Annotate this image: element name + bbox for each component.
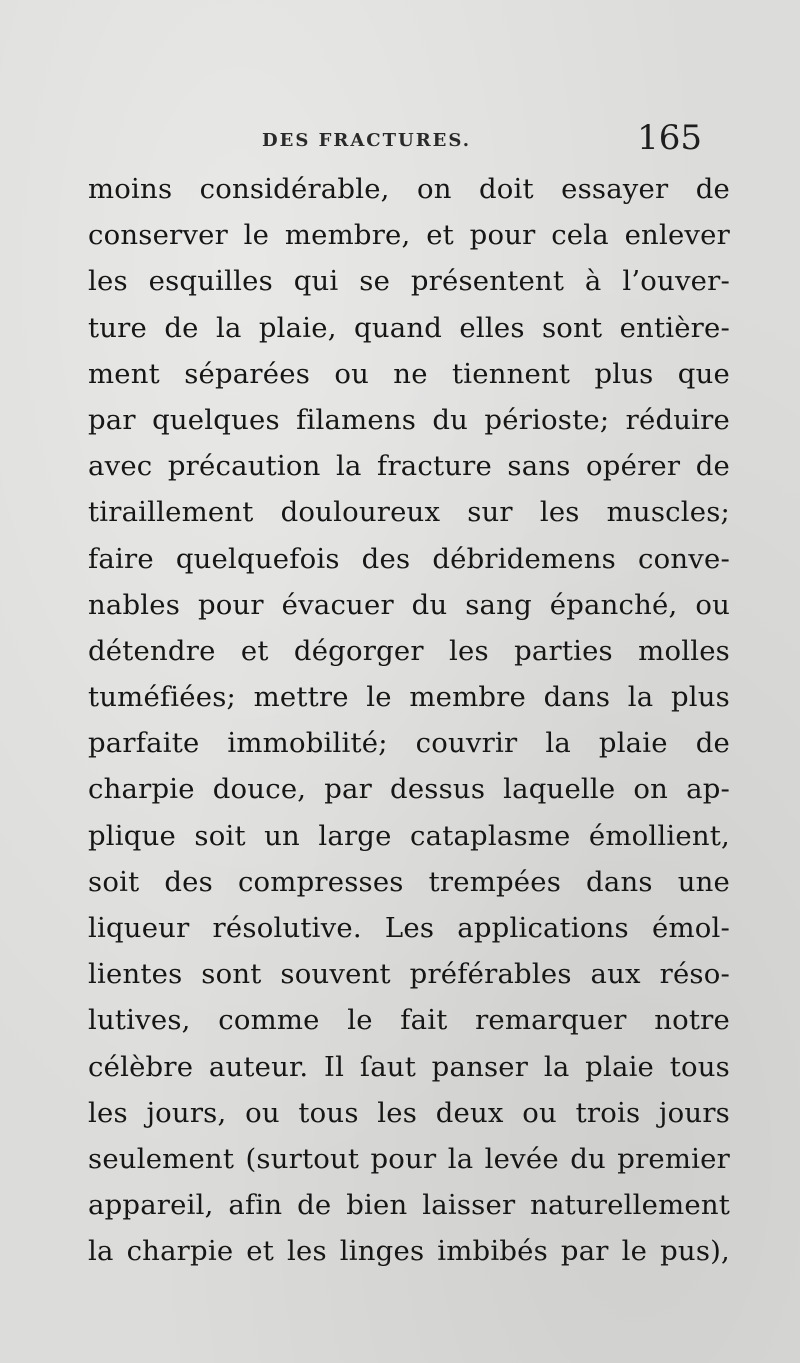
text-line: plique soit un large cataplasme émollient, [88, 819, 730, 852]
text-line: avec précaution la fracture sans opérer de [88, 450, 730, 483]
text-line: par quelques filamens du périoste; réduire [88, 403, 730, 436]
running-head: DES FRACTURES. [262, 130, 472, 151]
text-line: tiraillement douloureux sur les muscles; [88, 496, 730, 529]
text-line: nables pour évacuer du sang épanché, ou [88, 588, 730, 621]
text-line: lutives, comme le fait remarquer notre [88, 1004, 730, 1037]
text-line: lientes sont souvent préférables aux réso- [88, 958, 730, 991]
text-line: la charpie et les linges imbibés par le pus), [88, 1235, 730, 1268]
text-line: les esquilles qui se présentent à l’ouver- [88, 265, 730, 298]
text-line: ment séparées ou ne tiennent plus que [88, 357, 730, 390]
page-number: 165 [637, 118, 702, 158]
text-line: conserver le membre, et pour cela enlever [88, 219, 730, 252]
text-line: soit des compresses trempées dans une [88, 865, 730, 898]
text-line: seulement (surtout pour la levée du premier [88, 1142, 730, 1175]
text-line: détendre et dégorger les parties molles [88, 634, 730, 667]
text-line: parfaite immobilité; couvrir la plaie de [88, 727, 730, 760]
text-line: ture de la plaie, quand elles sont entière- [88, 311, 730, 344]
body-text [88, 166, 730, 1275]
text-line: célèbre auteur. Il ſaut panser la plaie tous [88, 1050, 730, 1083]
text-line: appareil, afin de bien laisser naturellement [88, 1189, 730, 1222]
page-header [262, 118, 702, 158]
text-line: les jours, ou tous les deux ou trois jours [88, 1096, 730, 1129]
text-line: charpie douce, par dessus laquelle on ap- [88, 773, 730, 806]
text-line: liqueur résolutive. Les applications émol- [88, 912, 730, 944]
text-line: moins considérable, on doit essayer de [88, 173, 730, 205]
text-line: tuméfiées; mettre le membre dans la plus [88, 681, 730, 714]
text-line: faire quelquefois des débridemens conve- [88, 542, 730, 575]
